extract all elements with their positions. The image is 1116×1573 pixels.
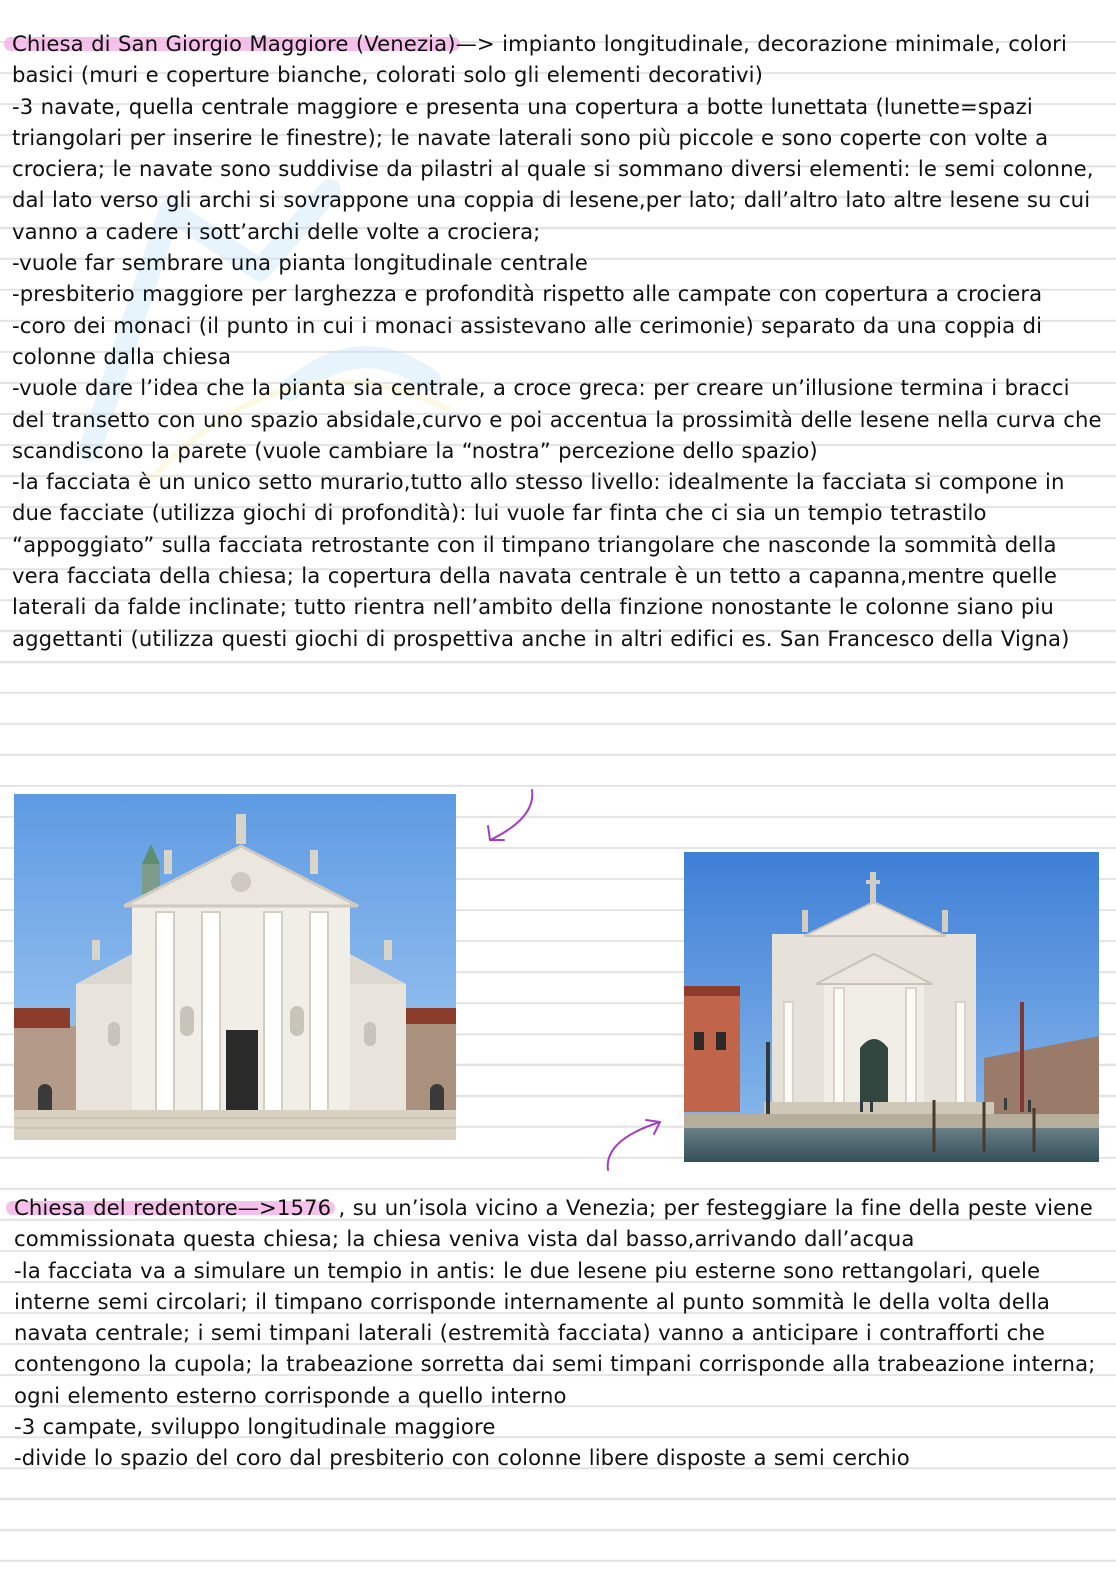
section-1-title: Chiesa di San Giorgio Maggiore (Venezia) bbox=[12, 31, 456, 56]
section-2-paragraph: -divide lo spazio del coro dal presbiterio con colonne libere disposte a semi cerchio bbox=[14, 1445, 910, 1471]
church-photo-san-giorgio bbox=[14, 794, 456, 1140]
section-1-paragraph: -vuole dare l’idea che la pianta sia centrale, a croce greca: per creare un’illusione termina i bracci del transetto con uno spazio absidale,curvo e poi accentua la prossimità delle lesene nella curva che scandiscono la parete (vuole cambiare la “nostra” percezione dello spazio) bbox=[12, 375, 1102, 463]
section-1-intro bbox=[12, 28, 1108, 91]
section-2-paragraph: -la facciata va a simulare un tempio in antis: le due lesene piu esterne sono rettangolari, quele interne semi circolari; il timpano corrisponde internamente al punto sommità le della volta della navata centrale; i semi timpani laterali (estremità facciata) vanno a anticipare i contrafforti che contengono la cupola; la trabeazione sorretta dai semi timpani corrisponde alla trabeazione interna; ogni elemento esterno corrisponde a quello interno bbox=[14, 1257, 1096, 1408]
arrow-icon bbox=[598, 1108, 670, 1178]
section-1-paragraph: -vuole far sembrare una pianta longitudinale centrale bbox=[12, 250, 588, 276]
section-2-intro bbox=[14, 1192, 1108, 1255]
section-san-giorgio bbox=[12, 28, 1108, 654]
section-2-paragraph: -3 campate, sviluppo longitudinale maggiore bbox=[14, 1414, 496, 1440]
section-1-paragraph: -3 navate, quella centrale maggiore e presenta una copertura a botte lunettata (lunette=spazi triangolari per inserire le finestre); le navate laterali sono più piccole e sono coperte con volte a crociera; le navate sono suddivise da pilastri al quale si sommano diversi elementi: le semi colonne, dal lato verso gli archi si sovrappone una coppia di lesene,per lato; dall’altro lato altre lesene su cui vanno a cadere i sott’archi delle volte a crociera; bbox=[12, 93, 1094, 244]
section-2-title-rest: , su un’isola vicino a Venezia; per festeggiare la fine della peste viene commissionata questa chiesa; la chiesa veniva vista dal basso,arrivando dall’acqua bbox=[14, 1195, 1093, 1252]
section-1-paragraph: -coro dei monaci (il punto in cui i monaci assistevano alle cerimonie) separato da una coppia di colonne dalla chiesa bbox=[12, 312, 1043, 369]
section-1-paragraph: -la facciata è un unico setto murario,tutto allo stesso livello: idealmente la facciata si compone in due facciate (utilizza giochi di profondità): lui vuole far finta che ci sia un tempio tetrastilo “appoggiato” sulla facciata retrostante con il timpano triangolare che nasconde la sommità della vera facciata della chiesa; la copertura della navata centrale è un tetto a capanna,mentre quelle laterali da falde inclinate; tutto rientra nell’ambito della finzione nonostante le colonne siano piu aggettanti (utilizza questi giochi di prospettiva anche in altri edifici es. San Francesco della Vigna) bbox=[12, 469, 1070, 651]
section-redentore bbox=[14, 1192, 1108, 1474]
section-1-title-rest: —> impianto longitudinale, decorazione minimale, colori basici (muri e coperture bianche, colorati solo gli elementi decorativi) bbox=[12, 31, 1067, 88]
arrow-icon bbox=[474, 784, 544, 860]
section-2-title: Chiesa del redentore—>1576 bbox=[14, 1195, 332, 1220]
church-photo-redentore bbox=[684, 852, 1099, 1162]
section-1-paragraph: -presbiterio maggiore per larghezza e profondità rispetto alle campate con copertura a crociera bbox=[12, 281, 1043, 307]
